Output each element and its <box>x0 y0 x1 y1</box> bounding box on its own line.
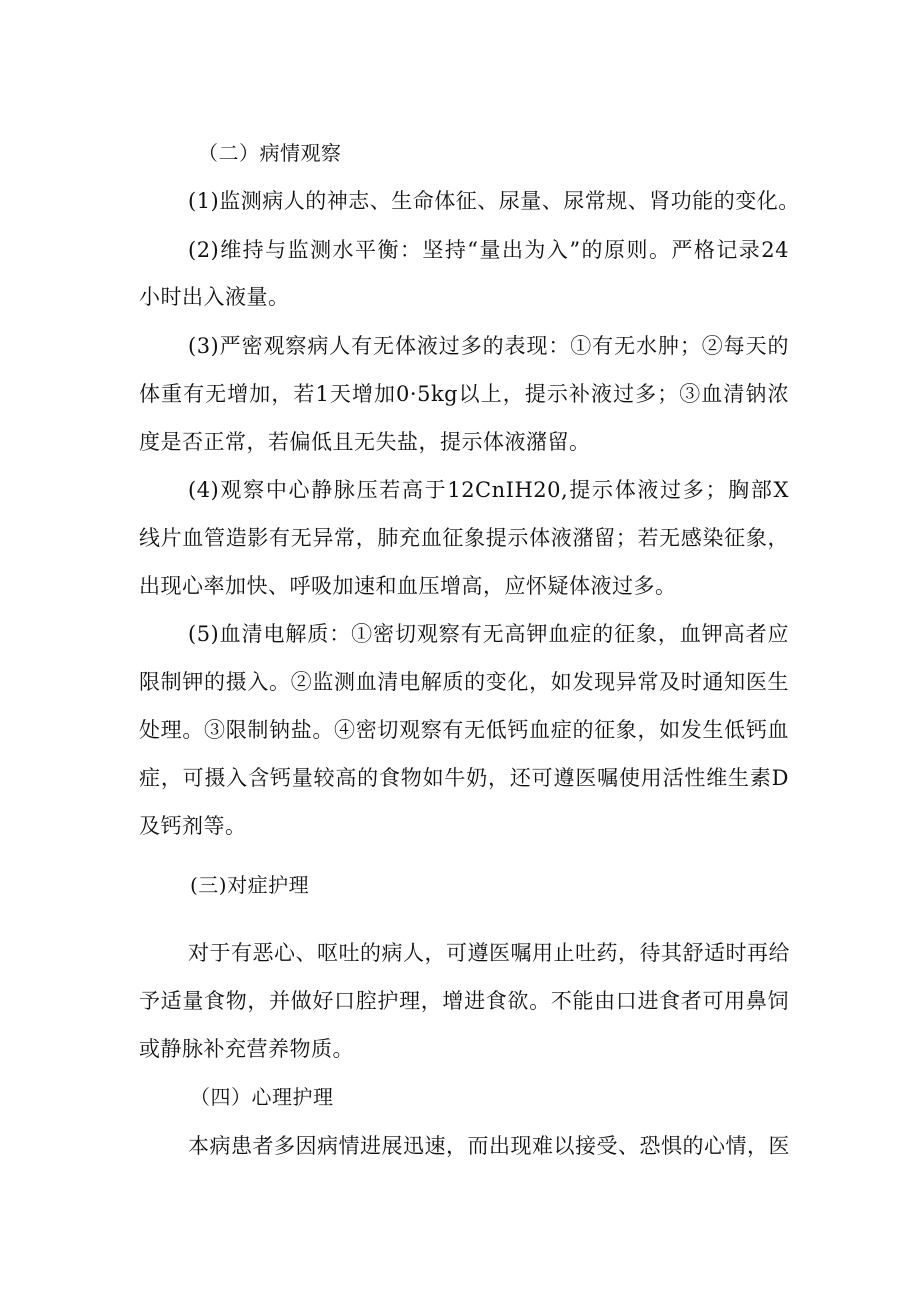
paragraph-6-line-3: 或静脉补充营养物质。 <box>139 1037 354 1061</box>
paragraph-5-line-3: 处理。③限制钠盐。④密切观察有无低钙血症的征象，如发生低钙血 <box>139 718 789 742</box>
paragraph-6-line-1: 对于有恶心、呕吐的病人，可遵医嘱用止吐药，待其舒适时再给 <box>188 941 790 965</box>
paragraph-5-line-1: (5)血清电解质：①密切观察有无高钾血症的征象，血钾高者应 <box>188 622 789 646</box>
paragraph-5-line-4: 症，可摄入含钙量较高的食物如牛奶，还可遵医嘱使用活性维生素D <box>139 766 789 790</box>
paragraph-1-line-1: (1)监测病人的神志、生命体征、尿量、尿常规、肾功能的变化。 <box>188 189 800 213</box>
paragraph-5-line-5: 及钙剂等。 <box>139 814 247 838</box>
section-heading-symptomatic-care: (三)对症护理 <box>190 873 310 897</box>
paragraph-3-line-3: 度是否正常，若偏低且无失盐，提示体液潴留。 <box>139 430 591 454</box>
paragraph-4-line-3: 出现心率加快、呼吸加速和血压增高，应怀疑体液过多。 <box>139 574 677 598</box>
paragraph-6-line-2: 予适量食物，并做好口腔护理，增进食欲。不能由口进食者可用鼻饲 <box>139 989 789 1013</box>
paragraph-2-line-2: 小时出入液量。 <box>139 285 290 309</box>
paragraph-3-line-1: (3)严密观察病人有无体液过多的表现：①有无水肿；②每天的 <box>188 334 789 358</box>
paragraph-3-line-2: 体重有无增加，若1天增加0·5kg以上，提示补液过多；③血清钠浓 <box>139 382 789 406</box>
paragraph-4-line-1: (4)观察中心静脉压若高于12CnIH20,提示体液过多；胸部X <box>188 478 789 502</box>
paragraph-2-line-1: (2)维持与监测水平衡：坚持“量出为入”的原则。严格记录24 <box>188 238 789 262</box>
paragraph-5-line-2: 限制钾的摄入。②监测血清电解质的变化，如发现异常及时通知医生 <box>139 670 789 694</box>
paragraph-4-line-2: 线片血管造影有无异常，肺充血征象提示体液潴留；若无感染征象， <box>139 526 789 550</box>
section-heading-condition-observation: （二）病情观察 <box>198 141 342 165</box>
paragraph-7-line-1: 本病患者多因病情进展迅速，而出现难以接受、恐惧的心情，医 <box>188 1134 790 1158</box>
section-heading-psychological-care: （四）心理护理 <box>190 1085 334 1109</box>
